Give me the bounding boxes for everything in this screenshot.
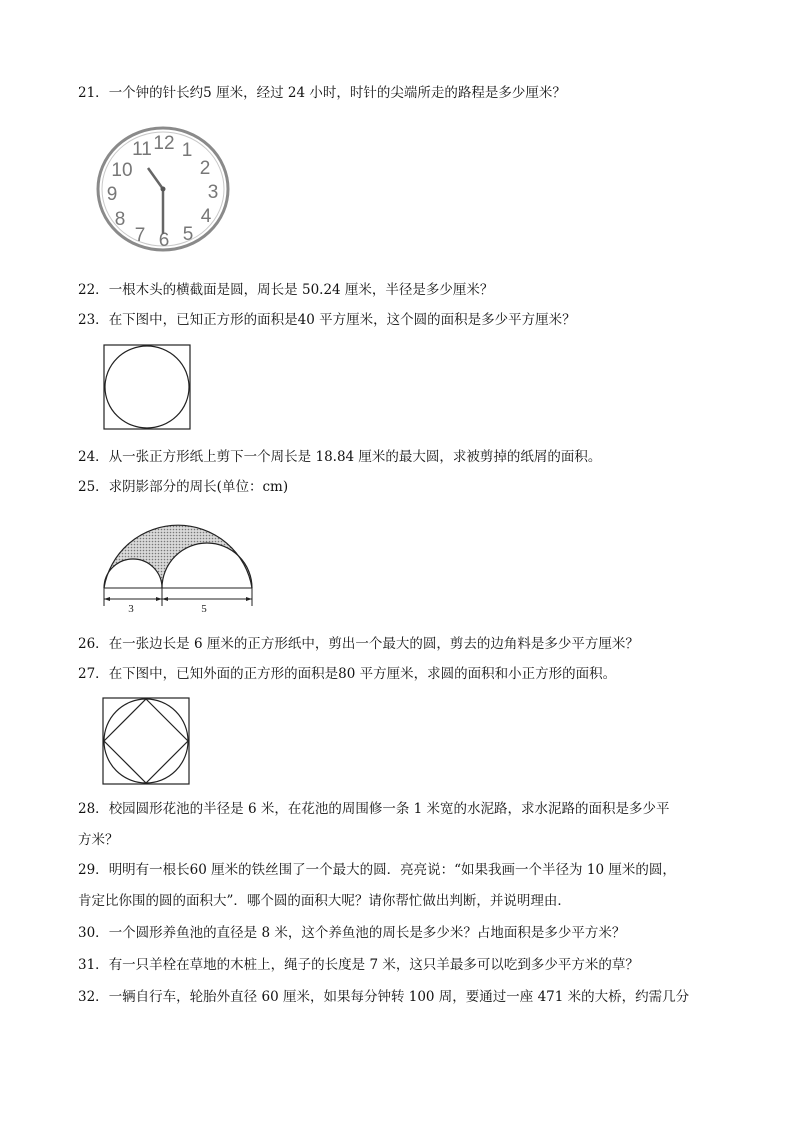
question-text: 肯定比你围的圆的面积大”．哪个圆的面积大呢？请你帮忙做出判断，并说明理由． <box>78 893 571 909</box>
question-28 <box>78 800 670 818</box>
question-text: 一根木头的横截面是圆，周长是 50.24 厘米，半径是多少厘米？ <box>108 282 494 298</box>
clock-numeral-11: 11 <box>132 139 152 160</box>
question-number: 21． <box>78 85 109 101</box>
clock-numeral-12: 12 <box>153 133 175 154</box>
question-text: 明明有一根长60 厘米的铁丝围了一个最大的圆．亮亮说：“如果我画一个半径为 10 厘米的圆， <box>108 862 676 878</box>
question-29 <box>78 861 676 879</box>
question-number: 22． <box>78 282 109 298</box>
clock-numeral-5: 5 <box>182 224 194 245</box>
question-24 <box>78 448 601 466</box>
question-text: 有一只羊栓在草地的木桩上，绳子的长度是 7 米，这只羊最多可以吃到多少平方米的草？ <box>108 957 639 973</box>
question-31 <box>78 956 639 974</box>
question-number: 31． <box>78 957 109 973</box>
question-number: 28． <box>78 801 109 817</box>
question-28-continued <box>78 831 119 849</box>
question-number: 27． <box>78 666 109 682</box>
question-text: 在下图中，已知外面的正方形的面积是80 平方厘米，求圆的面积和小正方形的面积。 <box>108 666 617 682</box>
question-29-continued <box>78 892 571 910</box>
clock-figure <box>96 126 232 254</box>
question-26 <box>78 635 639 653</box>
square-circle-square-figure <box>102 697 190 785</box>
inscribed-circle <box>105 346 189 428</box>
question-text: 校园圆形花池的半径是 6 米，在花池的周围修一条 1 米宽的水泥路，求水泥路的面积是多少平 <box>108 801 670 817</box>
clock-numeral-7: 7 <box>134 225 146 246</box>
dimension-label-small: 3 <box>128 603 134 615</box>
question-number: 30． <box>78 925 109 941</box>
clock-numeral-1: 1 <box>181 140 193 161</box>
question-text: 从一张正方形纸上剪下一个周长是 18.84 厘米的最大圆，求被剪掉的纸屑的面积。 <box>108 449 602 465</box>
question-text: 一个钟的针长约5 厘米，经过 24 小时，时针的尖端所走的路程是多少厘米？ <box>108 85 566 101</box>
question-number: 29． <box>78 862 109 878</box>
question-27 <box>78 665 616 683</box>
clock-numeral-2: 2 <box>199 158 211 179</box>
question-32 <box>78 988 689 1006</box>
clock-center <box>161 187 166 192</box>
question-number: 25． <box>78 479 109 495</box>
question-25 <box>78 478 288 496</box>
shaded-region <box>104 525 252 588</box>
question-21 <box>78 84 566 102</box>
clock-numeral-4: 4 <box>200 206 212 227</box>
question-30 <box>78 924 625 942</box>
clock-numeral-9: 9 <box>106 184 118 205</box>
square-circle-figure <box>103 344 191 430</box>
clock-numeral-6: 6 <box>158 230 170 251</box>
question-number: 23． <box>78 312 109 328</box>
shaded-semicircle-figure <box>100 504 256 616</box>
clock-numeral-8: 8 <box>114 209 126 230</box>
question-23 <box>78 311 576 329</box>
question-number: 26． <box>78 636 109 652</box>
clock-numeral-3: 3 <box>207 182 219 203</box>
clock-numeral-10: 10 <box>111 160 133 181</box>
question-number: 32． <box>78 989 109 1005</box>
question-text: 在下图中，已知正方形的面积是40 平方厘米，这个圆的面积是多少平方厘米？ <box>108 312 576 328</box>
question-text: 求阴影部分的周长(单位：cm) <box>108 479 289 495</box>
question-number: 24． <box>78 449 109 465</box>
question-22 <box>78 281 493 299</box>
question-text: 方米？ <box>78 832 119 848</box>
inscribed-circle <box>104 699 188 783</box>
dimension-label-large: 5 <box>201 603 207 615</box>
question-text: 在一张边长是 6 厘米的正方形纸中，剪出一个最大的圆，剪去的边角料是多少平方厘米？ <box>108 636 639 652</box>
question-text: 一辆自行车，轮胎外直径 60 厘米，如果每分钟转 100 周，要通过一座 471 米的大桥，约需几分 <box>108 989 690 1005</box>
question-text: 一个圆形养鱼池的直径是 8 米，这个养鱼池的周长是多少米？占地面积是多少平方米？ <box>108 925 626 941</box>
